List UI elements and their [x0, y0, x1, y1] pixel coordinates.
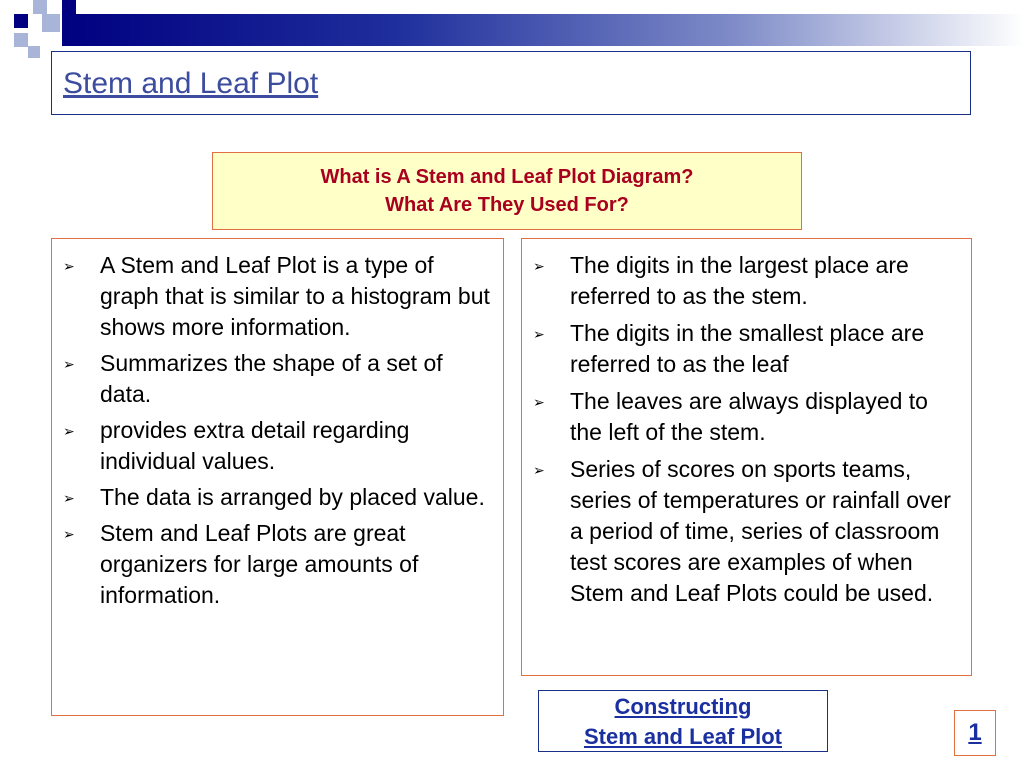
header-gradient-band [62, 14, 1024, 46]
constructing-link-box [538, 690, 828, 752]
question-box [212, 152, 802, 230]
constructing-link-line-2[interactable]: Stem and Leaf Plot [583, 724, 783, 749]
list-item [522, 386, 971, 448]
arrow-bullet-icon: ➢ [63, 526, 75, 542]
arrow-bullet-icon: ➢ [63, 356, 75, 372]
bullet-text: The digits in the smallest place are referred to as the leaf [570, 320, 925, 377]
list-item [52, 415, 503, 477]
arrow-bullet-icon: ➢ [533, 258, 545, 274]
arrow-bullet-icon: ➢ [533, 462, 545, 478]
question-line-1: What is A Stem and Leaf Plot Diagram? [320, 166, 694, 188]
left-bullet-list [52, 239, 503, 611]
list-item [52, 250, 503, 343]
bullet-text: The digits in the largest place are referred to as the stem. [570, 252, 909, 309]
decor-square-6 [28, 46, 40, 58]
decor-square-3 [42, 14, 60, 32]
list-item [522, 318, 971, 380]
left-panel [51, 238, 504, 716]
decor-square-4 [62, 0, 76, 14]
list-item [52, 348, 503, 410]
page-number-box [954, 710, 996, 756]
bullet-text: The leaves are always displayed to the left of the stem. [570, 388, 928, 445]
bullet-text: Stem and Leaf Plots are great organizers for large amounts of information. [100, 520, 419, 608]
arrow-bullet-icon: ➢ [63, 490, 75, 506]
list-item [522, 454, 971, 609]
bullet-text: A Stem and Leaf Plot is a type of graph that is similar to a histogram but shows more information. [100, 252, 490, 340]
list-item [52, 482, 503, 513]
question-line-2: What Are They Used For? [385, 194, 629, 216]
bullet-text: Series of scores on sports teams, series of temperatures or rainfall over a period of time, series of classroom test scores are examples of when Stem and Leaf Plots could be used. [570, 456, 951, 606]
arrow-bullet-icon: ➢ [63, 258, 75, 274]
bullet-text: Summarizes the shape of a set of data. [100, 350, 443, 407]
constructing-link-line-1[interactable]: Constructing [614, 694, 752, 719]
list-item [522, 250, 971, 312]
decor-square-1 [14, 14, 28, 28]
list-item [52, 518, 503, 611]
right-panel [521, 238, 972, 676]
bullet-text: provides extra detail regarding individual values. [100, 417, 410, 474]
arrow-bullet-icon: ➢ [63, 423, 75, 439]
decor-square-5 [14, 33, 28, 47]
arrow-bullet-icon: ➢ [533, 394, 545, 410]
right-bullet-list [522, 239, 971, 609]
arrow-bullet-icon: ➢ [533, 326, 545, 342]
page-title[interactable]: Stem and Leaf Plot [63, 67, 319, 100]
decor-square-2 [33, 0, 47, 14]
page-number-link[interactable]: 1 [968, 719, 982, 746]
title-box [51, 51, 971, 115]
bullet-text: The data is arranged by placed value. [100, 484, 485, 510]
